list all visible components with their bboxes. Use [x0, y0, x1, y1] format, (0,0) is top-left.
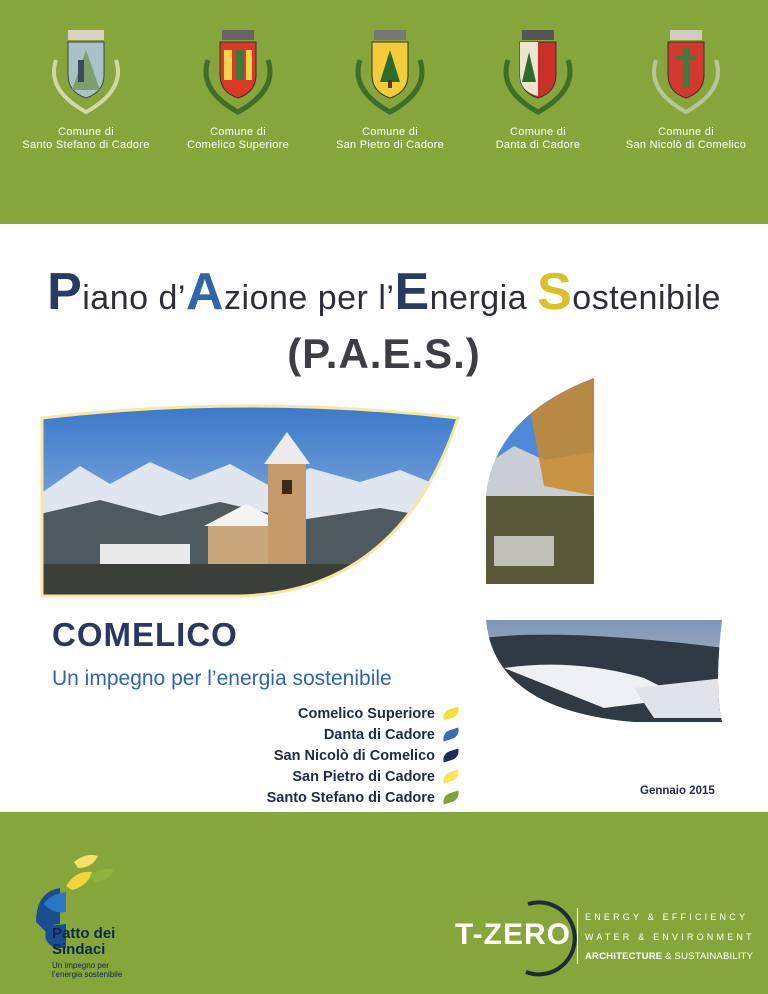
leaf-icon	[441, 706, 461, 720]
tagline: Un impegno per l’energia sostenibile	[52, 667, 392, 690]
leaf-icon	[441, 790, 461, 804]
leaf-icon	[441, 748, 461, 762]
tzero-line-1: ENERGY & EFFICIENCY	[585, 912, 749, 922]
village-photo	[484, 376, 596, 588]
commune-label: Comune di Comelico Superiore	[187, 126, 289, 151]
tzero-logo-text: T-ZERO	[455, 918, 571, 951]
forest-photo	[484, 618, 724, 724]
church-photo	[40, 404, 460, 600]
tzero-line-2: WATER & ENVIRONMENT	[585, 932, 755, 942]
crest-san-pietro-icon	[330, 20, 450, 120]
list-item: Comelico Superiore	[220, 703, 460, 724]
page-title: Piano d’Azione per l’Energia Sostenibile	[47, 263, 721, 321]
crest-san-nicolo-icon	[626, 20, 746, 120]
commune-label: Comune di San Pietro di Cadore	[335, 126, 445, 151]
header-band	[0, 0, 768, 224]
patto-title: Patto dei Sindaci	[52, 925, 116, 958]
list-item: Santo Stefano di Cadore	[220, 787, 460, 808]
tzero-line-3: ARCHITECTURE & SUSTAINABILITY	[585, 951, 754, 962]
towns-list	[220, 703, 460, 808]
crest-comelico-superiore-icon	[178, 20, 298, 120]
patto-subtitle: Un impegno per l’energia sostenibile	[52, 961, 123, 979]
list-item: San Nicolò di Comelico	[220, 745, 460, 766]
commune-label: Comune di Danta di Cadore	[495, 126, 581, 151]
crest-danta-icon	[478, 20, 598, 120]
publication-date: Gennaio 2015	[640, 785, 715, 797]
crest-santo-stefano-icon	[26, 20, 146, 120]
tzero-divider	[577, 908, 578, 964]
leaf-icon	[441, 727, 461, 741]
page-acronym: (P.A.E.S.)	[287, 330, 481, 377]
commune-label: Comune di Santo Stefano di Cadore	[22, 126, 150, 151]
main-heading: COMELICO	[52, 616, 238, 653]
leaf-icon	[441, 769, 461, 783]
commune-label: Comune di San Nicolò di Comelico	[625, 126, 747, 151]
list-item: San Pietro di Cadore	[220, 766, 460, 787]
list-item: Danta di Cadore	[220, 724, 460, 745]
